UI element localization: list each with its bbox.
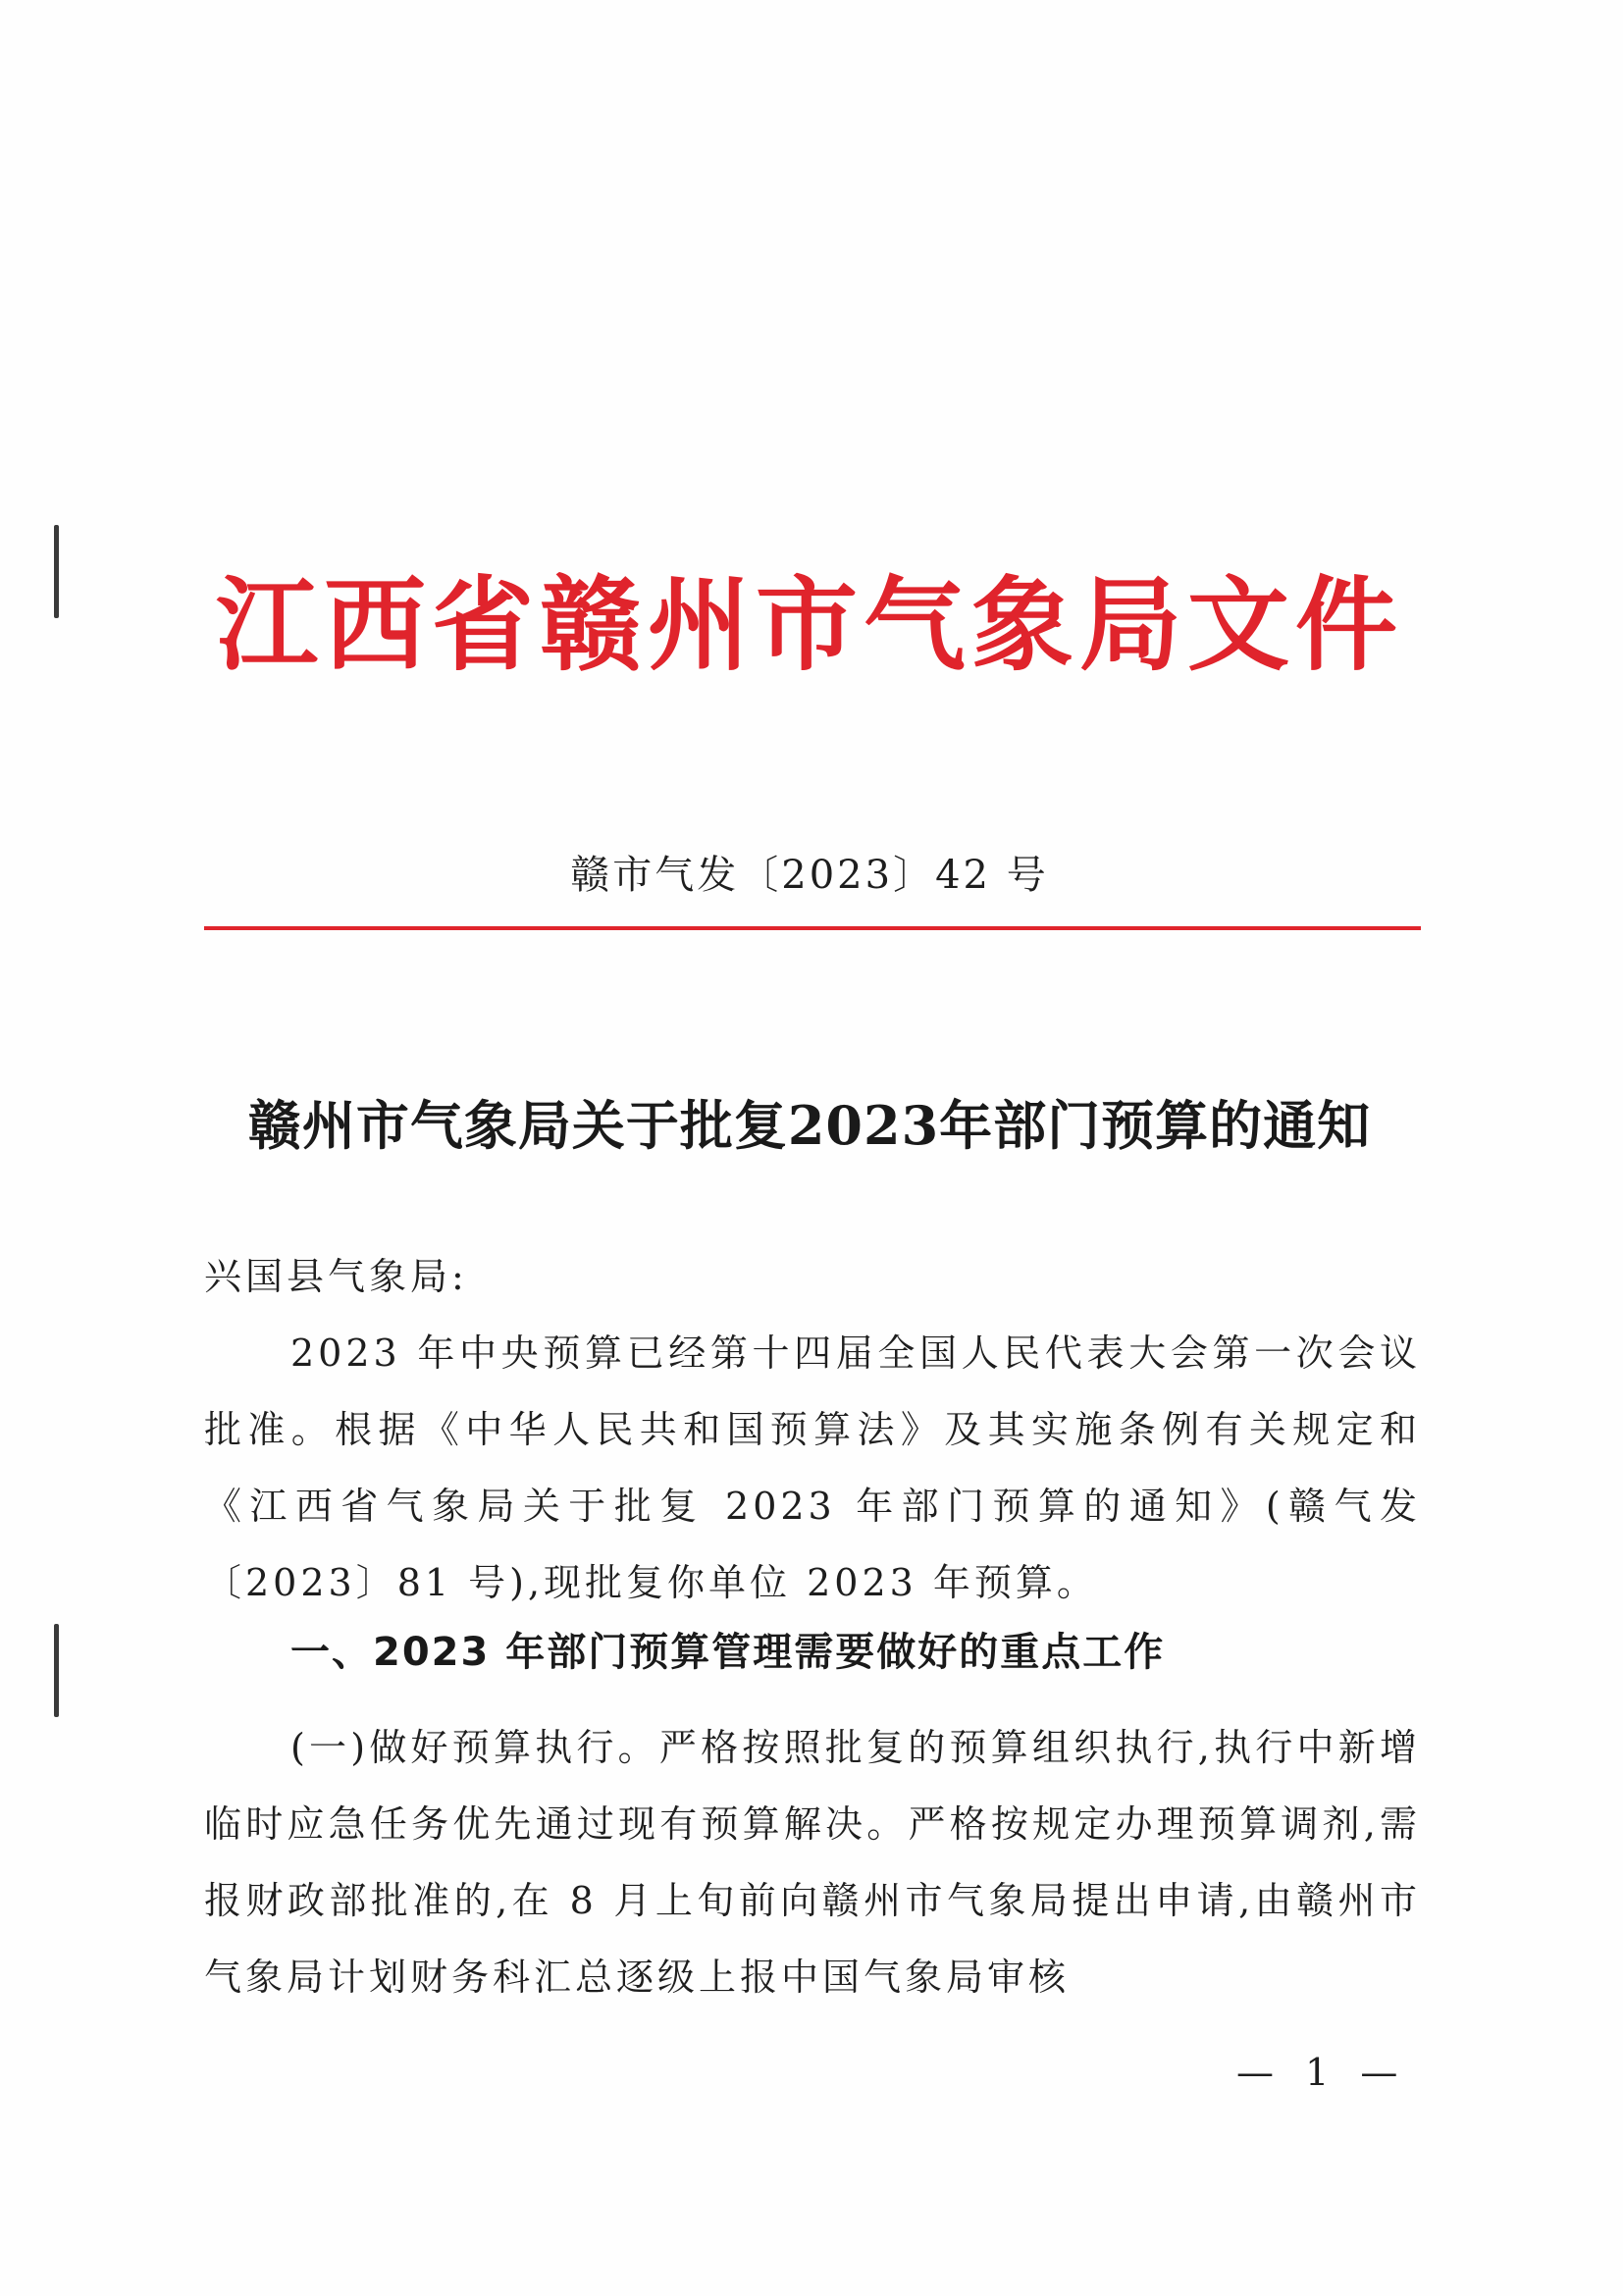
binding-mark-top [54,525,59,618]
addressee: 兴国县气象局: [204,1255,468,1298]
section-1-heading: 一、2023 年部门预算管理需要做好的重点工作 [290,1630,1166,1675]
paragraph-1: 2023 年中央预算已经第十四届全国人民代表大会第一次会议批准。根据《中华人民共和国预算法》及其实施条例有关规定和《江西省气象局关于批复 2023 年部门预算的通知》(赣气发〔2023〕81 号),现批复你单位 2023 年预算。 [204,1331,1421,1604]
document-number: 赣市气发〔2023〕42 号 [570,853,1049,898]
notice-title: 赣州市气象局关于批复2023年部门预算的通知 [247,1094,1372,1157]
binding-mark-bottom [54,1624,59,1717]
red-separator-line [204,926,1421,930]
document-header-title: 江西省赣州市气象局文件 [215,564,1403,685]
page-number: — 1 — [1236,2051,1408,2094]
paragraph-2: (一)做好预算执行。严格按照批复的预算组织执行,执行中新增临时应急任务优先通过现有预算解决。严格按规定办理预算调剂,需报财政部批准的,在 8 月上旬前向赣州市气象局提出申请,由赣州市气象局计划财务科汇总逐级上报中国气象局审核 [204,1726,1421,1999]
